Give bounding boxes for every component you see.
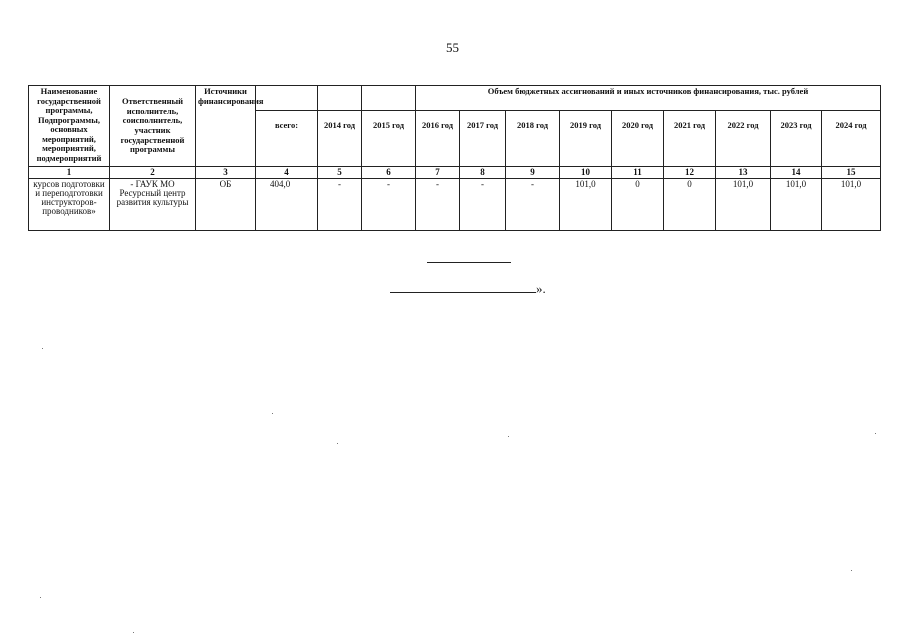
scan-speck (337, 443, 338, 444)
header-year-2017: 2017 год (460, 111, 506, 167)
header-year-2020: 2020 год (612, 111, 664, 167)
column-number: 4 (256, 167, 318, 179)
row-value-2023: 101,0 (771, 179, 822, 231)
column-number: 11 (612, 167, 664, 179)
header-year-2019: 2019 год (560, 111, 612, 167)
row-total: 404,0 (256, 179, 318, 231)
column-number: 10 (560, 167, 612, 179)
header-year-2021: 2021 год (664, 111, 716, 167)
column-number: 8 (460, 167, 506, 179)
separator-line (427, 262, 511, 263)
header-year-2022: 2022 год (716, 111, 771, 167)
signature-line (390, 292, 536, 293)
column-number: 2 (110, 167, 196, 179)
row-value-2020: 0 (612, 179, 664, 231)
header-year-2023: 2023 год (771, 111, 822, 167)
column-number: 9 (506, 167, 560, 179)
scan-speck (42, 348, 43, 349)
row-value-2016: - (416, 179, 460, 231)
table-row (29, 179, 881, 231)
column-number: 6 (362, 167, 416, 179)
header-year-2016: 2016 год (416, 111, 460, 167)
header-total: всего: (256, 111, 318, 167)
header-year-2024: 2024 год (822, 111, 881, 167)
closing-mark: ». (536, 281, 546, 296)
row-value-2018: - (506, 179, 560, 231)
row-name: курсов подготовки и переподготовки инструкторов-проводников» (29, 179, 110, 231)
row-value-2021: 0 (664, 179, 716, 231)
row-value-2014: - (318, 179, 362, 231)
column-number: 13 (716, 167, 771, 179)
header-year-2014: 2014 год (318, 111, 362, 167)
row-executor: - ГАУК МО Ресурсный центр развития культуры (110, 179, 196, 231)
header-year-2018: 2018 год (506, 111, 560, 167)
scan-speck (40, 597, 41, 598)
column-number: 5 (318, 167, 362, 179)
scan-speck (272, 413, 273, 414)
header-blank-3 (362, 86, 416, 111)
row-value-2022: 101,0 (716, 179, 771, 231)
header-executor: Ответственный исполнитель, соисполнитель, участник государственной программы (110, 86, 196, 167)
header-blank-1 (256, 86, 318, 111)
column-number: 12 (664, 167, 716, 179)
column-number-row (29, 167, 881, 179)
scan-speck (851, 570, 852, 571)
scan-speck (508, 436, 509, 437)
header-name: Наименование государственной программы, Подпрограммы, основных мероприятий, мероприятий, подмероприятий (29, 86, 110, 167)
row-value-2015: - (362, 179, 416, 231)
page-number: 55 (446, 40, 459, 55)
header-source: Источники финансирования (196, 86, 256, 167)
column-number: 15 (822, 167, 881, 179)
header-volume: Объем бюджетных ассигнований и иных источников финансирования, тыс. рублей (416, 86, 881, 111)
column-number: 14 (771, 167, 822, 179)
scan-speck (133, 632, 134, 633)
column-number: 3 (196, 167, 256, 179)
row-value-2019: 101,0 (560, 179, 612, 231)
scan-speck (875, 433, 876, 434)
row-value-2017: - (460, 179, 506, 231)
header-year-2015: 2015 год (362, 111, 416, 167)
row-value-2024: 101,0 (822, 179, 881, 231)
row-source: ОБ (196, 179, 256, 231)
header-blank-2 (318, 86, 362, 111)
column-number: 7 (416, 167, 460, 179)
budget-table (28, 85, 881, 231)
column-number: 1 (29, 167, 110, 179)
